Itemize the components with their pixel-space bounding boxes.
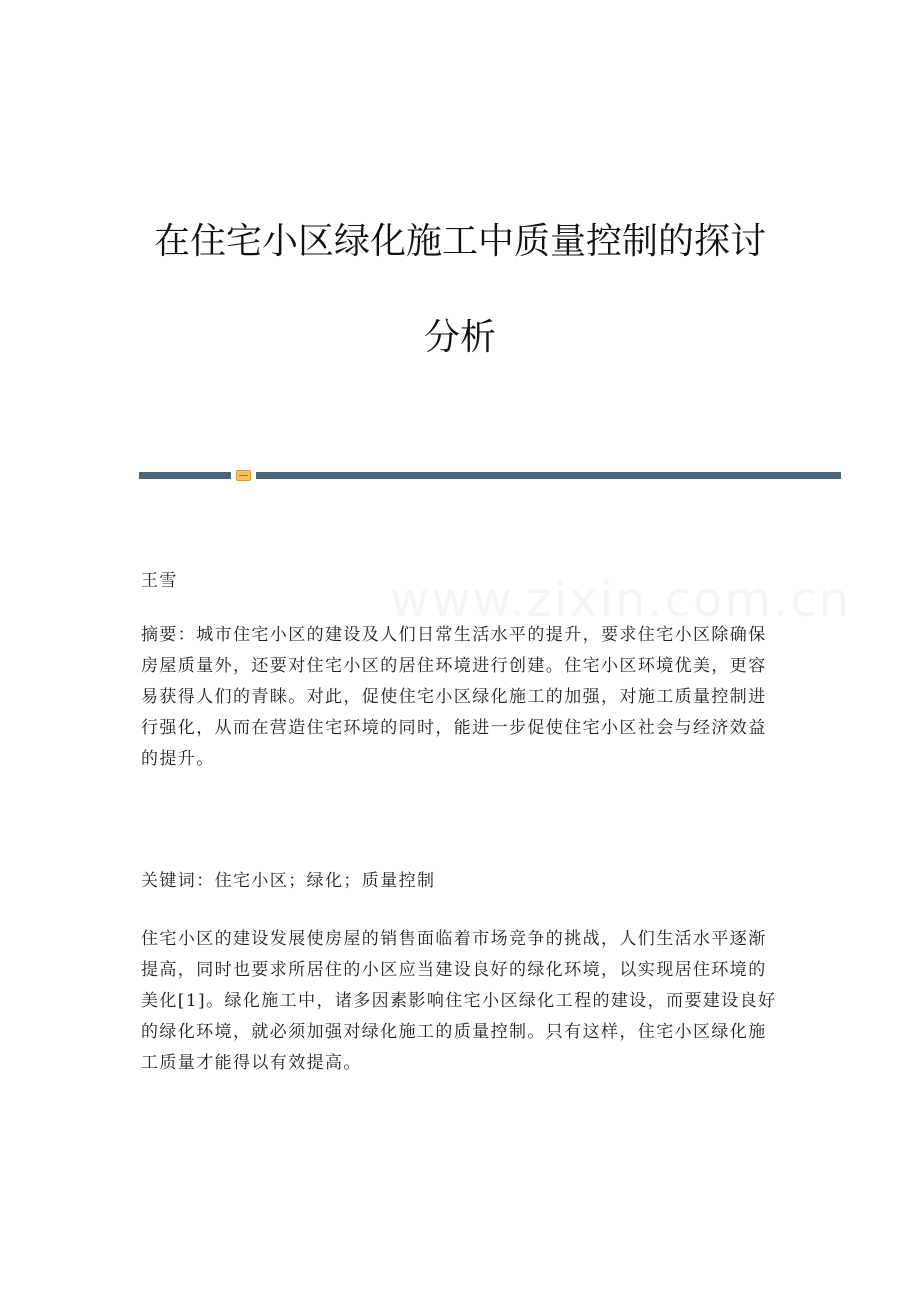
watermark: www.zixin.com.cn bbox=[390, 572, 852, 628]
abstract-paragraph bbox=[141, 620, 781, 775]
abstract-line: 摘要：城市住宅小区的建设及人们日常生活水平的提升，要求住宅小区除确保 bbox=[141, 625, 767, 645]
author-name: 王雪 bbox=[141, 571, 178, 591]
body-line: 住宅小区的建设发展使房屋的销售面临着市场竞争的挑战，人们生活水平逐渐 bbox=[141, 929, 767, 949]
divider-bar-right bbox=[256, 472, 841, 479]
body-line: 美化[1]。绿化施工中，诸多因素影响住宅小区绿化工程的建设，而要建设良好 bbox=[141, 991, 777, 1011]
divider-bar-left bbox=[139, 472, 231, 479]
document-title-line-2: 分析 bbox=[423, 317, 496, 358]
body-line: 的绿化环境，就必须加强对绿化施工的质量控制。只有这样，住宅小区绿化施 bbox=[141, 1022, 767, 1042]
body-line: 工质量才能得以有效提高。 bbox=[141, 1053, 362, 1073]
abstract-line: 房屋质量外，还要对住宅小区的居住环境进行创建。住宅小区环境优美，更容 bbox=[141, 656, 767, 676]
document-title-line-1: 在住宅小区绿化施工中质量控制的探讨 bbox=[153, 221, 766, 262]
abstract-line: 易获得人们的青睐。对此，促使住宅小区绿化施工的加强，对施工质量控制进 bbox=[141, 687, 767, 707]
title-divider bbox=[139, 470, 841, 480]
keywords-line: 关键词：住宅小区；绿化；质量控制 bbox=[141, 871, 436, 891]
abstract-line: 行强化，从而在营造住宅环境的同时，能进一步促使住宅小区社会与经济效益 bbox=[141, 718, 767, 738]
body-line: 提高，同时也要求所居住的小区应当建设良好的绿化环境，以实现居住环境的 bbox=[141, 960, 767, 980]
divider-badge-icon bbox=[236, 470, 251, 481]
abstract-line: 的提升。 bbox=[141, 749, 215, 769]
body-paragraph bbox=[141, 924, 781, 1079]
